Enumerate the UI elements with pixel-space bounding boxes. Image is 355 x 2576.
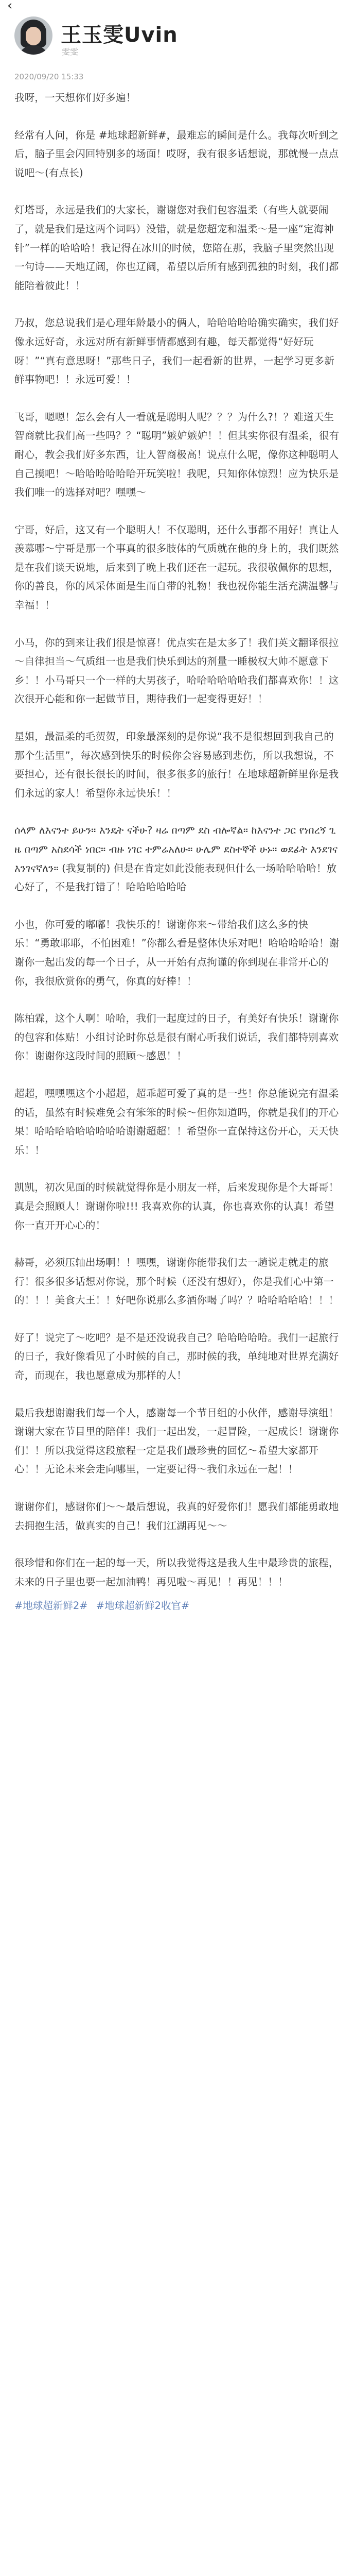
paragraph: ሰላም ለእናንተ ይሁን። እንዴት ናችሁ? ዛሬ በጣም ደስ ብሎኛል። ከእናንተ ጋር የነበረኝ ጊዜ በጣም አስደሳች ነበር። ብዙ ነገር ተምሬአለሁ። ሁሌም ደስተኞች ሁኑ። ወደፊት እንደገና እንገናኛለን። (我复制的) 但是在肯定如此没能表现但什么一场哈哈哈哈！放心好了，不是我打错了！哈哈哈哈哈哈 <box>14 824 338 893</box>
paragraph-gap <box>14 1066 341 1084</box>
paragraph: 很珍惜和你们在一起的每一天，所以我觉得这是我人生中最珍贵的旅程，未来的日子里也要一起加油鸭！再见啦～再见！！再见！！！ <box>14 1557 339 1588</box>
paragraph-gap <box>14 1385 341 1404</box>
paragraph-gap <box>14 1160 341 1178</box>
paragraph-gap <box>14 108 341 126</box>
paragraph: 我呀，一天想你们好多遍！ <box>14 92 136 104</box>
paragraph-gap <box>14 709 341 727</box>
hashtag-2[interactable]: #地球超新鲜2收官# <box>96 1600 190 1612</box>
paragraph: 凯凯，初次见面的时候就觉得你是小朋友一样，后来发现你是个大哥哥！真是会照顾人！谢谢你啦!!! 我喜欢你的认真，你也喜欢你的认真！希望你一直开开心心的！ <box>14 1181 339 1231</box>
paragraph-gap <box>14 502 341 521</box>
paragraph: 乃叔，您总说我们是心理年龄最小的俩人，哈哈哈哈哈确实确实，我们好像永远好奇，永远对所有新鲜事情都感到有趣，每天都觉得“好好玩呀！”“真有意思呀！”那些日子，我们一起看新的世界，一起学习更多新鲜事物吧！！永远可爱！！ <box>14 317 339 386</box>
avatar-face <box>26 27 41 45</box>
user-subtitle: 雯雯 <box>62 47 79 57</box>
paragraph: 小也，你可爱的嘟嘟！我快乐的！谢谢你来～带给我们这么多的快乐！“勇敢耶耶，不怕困难！”你都么看是整体快乐对吧！哈哈哈哈哈！谢谢你一起出发的每一个日子，从一开始有点拘谨的你到现在非常开心的你，我很欣赏你的勇气，你真的好棒！！ <box>14 918 340 987</box>
back-arrow-icon[interactable]: ‹ <box>7 0 13 13</box>
paragraph: 谢谢你们，感谢你们～～最后想说，我真的好爱你们！愿我们都能勇敢地去拥抱生活，做真实的自己！我们江湖再见～～ <box>14 1501 339 1532</box>
avatar[interactable] <box>14 16 52 55</box>
paragraph-gap <box>14 897 341 916</box>
hashtag-1[interactable]: #地球超新鲜2# <box>14 1600 88 1612</box>
post-text <box>14 89 341 1591</box>
username[interactable]: 王玉雯Uvin <box>61 23 178 47</box>
post-body <box>0 89 355 1615</box>
paragraph: 超超，嘿嘿嘿这个小超超，超乖超可爱了真的是一些！你总能说完有温柔的话，虽然有时候难免会有笨笨的时候～但你知道吗，你就是我们的开心果！哈哈哈哈哈哈哈哈哈谢谢超超！！希望你一直保持这份开心，天天快乐！！ <box>14 1087 339 1156</box>
avatar-body <box>17 45 49 55</box>
paragraph-gap <box>14 1235 341 1253</box>
status-bar <box>0 0 355 11</box>
paragraph-gap <box>14 803 341 821</box>
paragraph-gap <box>14 991 341 1009</box>
paragraph-gap <box>14 1310 341 1329</box>
paragraph: 宁哥，好后，这又有一个聪明人！不仅聪明，还什么事都不用好！真让人羡慕哪～宁哥是那一个事真的很多肢体的气质就在他的身上的，我们既然是在我们谈天说地，后来到了晚上我们还在一起玩。我很敬佩你的思想，你的善良，你的风采体面是生而自带的礼物！我也祝你能生活充满温馨与幸福！！ <box>14 523 339 612</box>
post-time: 2020/09/20 15:33 <box>14 72 84 81</box>
paragraph-gap <box>14 182 341 201</box>
paragraph: 好了！说完了～吃吧？是不是还没说我自己？哈哈哈哈哈。我们一起旅行的日子，我好像看见了小时候的自己，那时候的我，单纯地对世界充满好奇，而现在，我也愿意成为那样的人！ <box>14 1331 339 1382</box>
paragraph-gap <box>14 1479 341 1498</box>
paragraph: 飞哥，嗯嗯！怎么会有人一看就是聪明人呢？？？为什么?！？难道天生智商就比我们高一些吗？？“聪明”嫉妒嫉妒！！但其实你很有温柔，很有耐心，教会我们好多东西，让人智商极高！说点什么呢，像你这种聪明人自己摸吧！～哈哈哈哈哈哈开玩笑啦！我呢，只知你体惊烈！应为快乐是我们唯一的选择对吧？嘿嘿～ <box>14 411 340 499</box>
paragraph: 灯塔哥，永远是我们的大家长，谢谢您对我们包容温柔（有些人就要闹了，就是我们是这两个词吗）没错，就是您超宠和温柔～是一座“定海神针”一样的哈哈哈！我记得在冰川的时候，您陪在那，我脑子里突然出现一句诗——天地辽阔，你也辽阔，希望以后所有感到孤独的时刻，我们都能陪着彼此！！ <box>14 204 339 292</box>
profile-header <box>0 11 355 89</box>
paragraph: 陈柏霖，这个人啊！哈哈，我们一起度过的日子，有美好有快乐！谢谢你的包容和体贴！小组讨论时你总是很有耐心听我们说话，我们都特别喜欢你！谢谢你这段时间的照顾～感恩！！ <box>14 1012 339 1062</box>
paragraph-gap <box>14 389 341 408</box>
paragraph: 赫哥，必须压轴出场啊！！嘿嘿，谢谢你能带我们去一趟说走就走的旅行！很多很多话想对你说，那个时候（还没有想好），你是我们心中第一的！！！美食大王！！好吧你说那么多酒你喝了吗？？哈哈哈哈哈！！！ <box>14 1257 339 1307</box>
paragraph: 经常有人问，你是 #地球超新鲜#，最难忘的瞬间是什么。我每次听到之后，脑子里会闪回特别多的场面！哎呀，我有很多话想说，那就慢一点点说吧～(有点长) <box>14 129 339 179</box>
paragraph-gap <box>14 295 341 314</box>
paragraph-gap <box>14 1535 341 1554</box>
hashtag-list <box>14 1597 341 1615</box>
paragraph: 最后我想谢谢我们每一个人，感谢每一个节目组的小伙伴，感谢导演组！谢谢大家在节目里的陪伴！我们一起出发，一起冒险，一起成长！谢谢你们！！所以我觉得这段旅程一定是我们最珍贵的回忆～希望大家都开心！！无论未来会走向哪里，一定要记得～我们永远在一起！！ <box>14 1406 339 1476</box>
paragraph-gap <box>14 615 341 634</box>
paragraph: 星姐，最温柔的毛贺贺，印象最深刻的是你说“我不是很想回到我自己的那个生活里”，每次感到快乐的时候你会容易感到悲伤，所以我想说，不要担心，还有很长很长的时间，很多很多的旅行！在地球超新鲜里你是我们永远的家人！希望你永远快乐！！ <box>14 731 339 799</box>
paragraph: 小马，你的到来让我们很是惊喜！优点实在是太多了！我们英文翻译很拉～自律担当～气质组一也是我们快乐到达的剂量一睡极权大帅不愿意下乡！！小马哥只一个一样的大男孩子，哈哈哈哈哈哈我们都喜欢你！！这次很开心能和你一起做节目，期待我们一起变得更好！！ <box>14 636 339 705</box>
